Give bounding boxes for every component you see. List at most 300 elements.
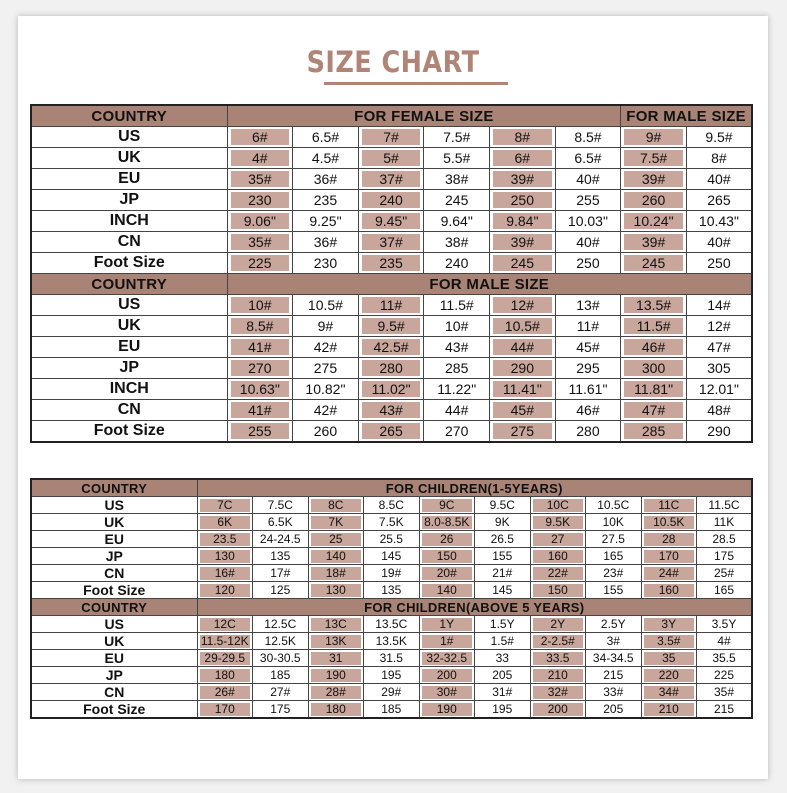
size-cell: [308, 616, 364, 633]
size-value: 47#: [624, 402, 683, 418]
size-cell: [293, 358, 359, 379]
size-value: 175: [713, 548, 735, 563]
size-cell: [197, 667, 253, 684]
size-value: 11.22": [437, 381, 477, 397]
size-cell: [358, 421, 424, 443]
table-row: [31, 190, 752, 211]
size-value: 25.5: [379, 531, 403, 546]
size-cell: [475, 650, 531, 667]
size-cell: [586, 684, 642, 701]
size-cell: [490, 148, 556, 169]
size-cell: [293, 295, 359, 316]
size-cell: [490, 190, 556, 211]
size-cell: [641, 565, 697, 582]
size-value: 10C: [533, 499, 584, 512]
size-cell: [364, 650, 420, 667]
size-value: 150: [533, 584, 584, 597]
size-cell: [697, 531, 753, 548]
size-cell: [364, 701, 420, 719]
size-value: 3#: [606, 633, 620, 648]
size-value: 11#: [362, 297, 421, 313]
size-cell: [293, 148, 359, 169]
size-value: 255: [576, 192, 600, 208]
size-cell: [530, 497, 586, 514]
size-cell: [686, 358, 752, 379]
size-value: 23.5: [200, 533, 251, 546]
size-cell: [555, 211, 621, 232]
size-cell: [197, 684, 253, 701]
size-cell: [621, 295, 687, 316]
size-cell: [358, 211, 424, 232]
size-cell: [308, 531, 364, 548]
size-cell: [253, 667, 309, 684]
size-value: 8.5#: [231, 318, 290, 334]
adult-size-table-body: [31, 105, 752, 442]
size-value: 35#: [713, 684, 735, 699]
size-value: 42#: [313, 339, 338, 355]
size-value: 225: [231, 255, 290, 271]
size-cell: [686, 253, 752, 274]
size-value: 13.5#: [624, 297, 683, 313]
size-value: 6.5#: [311, 129, 340, 145]
size-value: 6#: [493, 150, 552, 166]
size-value: 190: [422, 703, 473, 716]
size-cell: [253, 497, 309, 514]
size-cell: [475, 667, 531, 684]
adult-size-table: [30, 104, 753, 443]
size-value: 12#: [493, 297, 552, 313]
size-cell: [293, 316, 359, 337]
size-value: 12.01": [698, 381, 739, 397]
size-cell: [424, 148, 490, 169]
size-cell: [586, 548, 642, 565]
header-row: [31, 479, 752, 497]
size-value: 235: [362, 255, 421, 271]
size-cell: [364, 667, 420, 684]
size-value: 7.5K: [378, 514, 404, 529]
size-value: 3Y: [644, 618, 695, 631]
row-label: UK: [31, 633, 197, 650]
size-value: 5#: [362, 150, 421, 166]
section-header: FOR FEMALE SIZE: [227, 105, 621, 127]
size-cell: [227, 127, 293, 148]
size-value: 35#: [231, 171, 290, 187]
size-value: 37#: [362, 171, 421, 187]
size-value: 10.43": [698, 213, 739, 229]
row-label: US: [31, 497, 197, 514]
size-value: 11C: [644, 499, 695, 512]
size-value: 235: [313, 192, 338, 208]
size-value: 205: [492, 667, 513, 682]
size-cell: [197, 514, 253, 531]
size-cell: [697, 565, 753, 582]
size-cell: [586, 497, 642, 514]
size-cell: [197, 582, 253, 599]
size-value: 10.82": [305, 381, 346, 397]
size-value: 135: [381, 582, 402, 597]
row-label: JP: [31, 190, 227, 211]
size-cell: [555, 169, 621, 190]
size-value: 11.02": [362, 381, 421, 397]
size-value: 3.5Y: [711, 616, 737, 631]
table-row: [31, 148, 752, 169]
size-value: 29-29.5: [200, 652, 251, 665]
size-value: 9C: [422, 499, 473, 512]
size-value: 195: [492, 701, 513, 716]
size-value: 215: [713, 701, 735, 716]
size-cell: [555, 337, 621, 358]
size-value: 42.5#: [362, 339, 421, 355]
size-value: 185: [381, 701, 402, 716]
size-value: 8#: [711, 150, 727, 166]
size-value: 25#: [713, 565, 735, 580]
size-value: 8.5#: [574, 129, 602, 145]
size-value: 9#: [624, 129, 683, 145]
size-value: 230: [313, 255, 338, 271]
size-cell: [555, 316, 621, 337]
size-cell: [419, 633, 475, 650]
size-cell: [308, 667, 364, 684]
size-cell: [424, 211, 490, 232]
size-value: 6#: [231, 129, 290, 145]
size-value: 36#: [313, 171, 338, 187]
table-row: [31, 358, 752, 379]
size-cell: [308, 565, 364, 582]
size-value: 6.5#: [574, 150, 602, 166]
size-value: 13#: [576, 297, 600, 313]
size-cell: [227, 358, 293, 379]
size-value: 9.5#: [362, 318, 421, 334]
size-cell: [227, 421, 293, 443]
size-cell: [419, 701, 475, 719]
size-value: 27.5: [601, 531, 625, 546]
size-value: 11.5-12K: [200, 633, 249, 648]
header-row: [31, 274, 752, 295]
size-cell: [586, 531, 642, 548]
size-cell: [227, 400, 293, 421]
size-cell: [253, 701, 309, 719]
size-value: 245: [445, 192, 469, 208]
size-value: 39#: [624, 234, 683, 250]
size-value: 28: [644, 533, 695, 546]
size-value: 31#: [492, 684, 513, 699]
size-value: 26#: [200, 686, 251, 699]
size-cell: [490, 295, 556, 316]
table-row: [31, 565, 752, 582]
size-cell: [641, 548, 697, 565]
size-cell: [424, 253, 490, 274]
size-value: 13.5K: [375, 633, 407, 648]
size-value: 130: [200, 550, 251, 563]
size-cell: [197, 616, 253, 633]
size-value: 10.5C: [597, 497, 630, 512]
size-value: 40#: [707, 234, 731, 250]
size-value: 140: [422, 584, 473, 597]
size-value: 10#: [231, 297, 290, 313]
size-value: 250: [493, 192, 552, 208]
size-cell: [475, 497, 531, 514]
size-value: 305: [707, 360, 731, 376]
size-cell: [621, 337, 687, 358]
size-value: 40#: [576, 234, 600, 250]
size-value: 44#: [445, 402, 469, 418]
size-value: 275: [313, 360, 338, 376]
size-cell: [358, 358, 424, 379]
size-value: 24-24.5: [259, 531, 301, 546]
size-cell: [586, 633, 642, 650]
size-cell: [227, 295, 293, 316]
size-cell: [197, 565, 253, 582]
size-value: 36#: [313, 234, 338, 250]
size-value: 245: [493, 255, 552, 271]
size-value: 3.5#: [644, 635, 695, 648]
size-cell: [253, 531, 309, 548]
size-value: 23#: [603, 565, 624, 580]
size-cell: [253, 616, 309, 633]
size-cell: [686, 400, 752, 421]
size-cell: [364, 616, 420, 633]
size-cell: [293, 190, 359, 211]
size-cell: [490, 316, 556, 337]
size-value: 13C: [311, 618, 362, 631]
size-cell: [530, 531, 586, 548]
size-value: 280: [576, 423, 600, 439]
size-cell: [697, 582, 753, 599]
size-cell: [697, 650, 753, 667]
size-cell: [227, 337, 293, 358]
size-cell: [686, 295, 752, 316]
size-value: 215: [603, 667, 624, 682]
size-value: 245: [624, 255, 683, 271]
size-value: 180: [200, 669, 251, 682]
size-cell: [475, 684, 531, 701]
size-value: 2-2.5#: [533, 635, 584, 648]
size-cell: [419, 497, 475, 514]
size-value: 7.5#: [443, 129, 471, 145]
size-cell: [490, 127, 556, 148]
row-label: JP: [31, 358, 227, 379]
size-value: 8.5C: [378, 497, 404, 512]
size-cell: [253, 684, 309, 701]
size-value: 240: [445, 255, 469, 271]
row-label: US: [31, 616, 197, 633]
size-value: 10.5#: [493, 318, 552, 334]
size-cell: [364, 633, 420, 650]
size-cell: [253, 582, 309, 599]
size-value: 135: [270, 548, 291, 563]
row-label: EU: [31, 650, 197, 667]
size-cell: [308, 650, 364, 667]
table-row: [31, 616, 752, 633]
size-cell: [424, 295, 490, 316]
size-cell: [697, 616, 753, 633]
size-cell: [555, 400, 621, 421]
row-label: UK: [31, 316, 227, 337]
size-cell: [530, 667, 586, 684]
size-cell: [490, 253, 556, 274]
row-label: Foot Size: [31, 253, 227, 274]
size-cell: [686, 190, 752, 211]
row-label: EU: [31, 337, 227, 358]
size-cell: [490, 358, 556, 379]
section-header: FOR MALE SIZE: [227, 274, 752, 295]
size-value: 40#: [576, 171, 600, 187]
size-cell: [686, 127, 752, 148]
size-cell: [621, 211, 687, 232]
table-row: [31, 701, 752, 719]
size-cell: [358, 379, 424, 400]
size-cell: [364, 684, 420, 701]
size-cell: [530, 684, 586, 701]
size-cell: [641, 684, 697, 701]
size-value: 165: [603, 548, 624, 563]
size-cell: [293, 232, 359, 253]
size-cell: [308, 633, 364, 650]
size-value: 11.5C: [708, 497, 740, 512]
size-cell: [475, 531, 531, 548]
size-cell: [555, 379, 621, 400]
size-value: 35: [644, 652, 695, 665]
size-cell: [686, 211, 752, 232]
table-row: [31, 316, 752, 337]
size-value: 1.5#: [490, 633, 514, 648]
size-cell: [293, 337, 359, 358]
size-value: 7.5#: [624, 150, 683, 166]
size-cell: [419, 582, 475, 599]
size-value: 1.5Y: [489, 616, 515, 631]
size-value: 45#: [576, 339, 600, 355]
size-value: 40#: [707, 171, 731, 187]
size-cell: [490, 421, 556, 443]
table-row: [31, 211, 752, 232]
size-cell: [686, 316, 752, 337]
size-value: 170: [200, 703, 251, 716]
row-label: CN: [31, 684, 197, 701]
size-value: 250: [707, 255, 731, 271]
size-cell: [227, 190, 293, 211]
children-size-table-body: [31, 479, 752, 718]
size-value: 260: [624, 192, 683, 208]
size-value: 46#: [576, 402, 600, 418]
size-value: 33#: [603, 684, 624, 699]
size-cell: [197, 701, 253, 719]
size-value: 11#: [576, 318, 600, 334]
size-value: 44#: [493, 339, 552, 355]
size-cell: [621, 169, 687, 190]
size-value: 170: [644, 550, 695, 563]
size-cell: [227, 169, 293, 190]
size-cell: [475, 582, 531, 599]
size-value: 225: [713, 667, 735, 682]
row-label: UK: [31, 148, 227, 169]
size-value: 210: [644, 703, 695, 716]
size-value: 46#: [624, 339, 683, 355]
size-value: 47#: [707, 339, 731, 355]
size-value: 37#: [362, 234, 421, 250]
size-value: 31: [311, 652, 362, 665]
size-value: 220: [644, 669, 695, 682]
size-cell: [227, 316, 293, 337]
size-cell: [358, 127, 424, 148]
size-cell: [621, 358, 687, 379]
size-cell: [586, 650, 642, 667]
size-value: 210: [533, 669, 584, 682]
size-cell: [641, 633, 697, 650]
size-value: 9.5C: [489, 497, 515, 512]
size-cell: [621, 421, 687, 443]
size-cell: [419, 565, 475, 582]
size-value: 12.5K: [264, 633, 296, 648]
section-header: FOR MALE SIZE: [621, 105, 752, 127]
size-cell: [530, 633, 586, 650]
size-value: 9.5#: [705, 129, 733, 145]
size-cell: [490, 169, 556, 190]
size-cell: [686, 169, 752, 190]
size-value: 7.5C: [267, 497, 293, 512]
size-value: 11.41": [493, 381, 552, 397]
size-cell: [358, 232, 424, 253]
size-cell: [197, 633, 253, 650]
size-cell: [621, 253, 687, 274]
size-value: 9K: [494, 514, 510, 529]
size-value: 6K: [200, 516, 251, 529]
size-value: 21#: [492, 565, 513, 580]
size-value: 9.84": [493, 213, 552, 229]
size-cell: [530, 701, 586, 719]
row-label: INCH: [31, 211, 227, 232]
size-value: 13.5C: [375, 616, 408, 631]
size-chart-card: [18, 16, 768, 779]
size-cell: [227, 379, 293, 400]
size-value: 30#: [422, 686, 473, 699]
header-row: [31, 599, 752, 616]
size-cell: [293, 421, 359, 443]
size-value: 260: [313, 423, 338, 439]
size-cell: [293, 379, 359, 400]
table-row: [31, 548, 752, 565]
size-value: 165: [713, 582, 735, 597]
size-value: 8.0-8.5K: [422, 516, 473, 529]
size-value: 295: [576, 360, 600, 376]
size-value: 17#: [270, 565, 291, 580]
size-cell: [555, 148, 621, 169]
size-value: 18#: [311, 567, 362, 580]
size-cell: [197, 531, 253, 548]
size-cell: [697, 701, 753, 719]
size-cell: [530, 582, 586, 599]
size-value: 25: [311, 533, 362, 546]
size-value: 11.61": [568, 381, 608, 397]
size-cell: [364, 548, 420, 565]
row-label: INCH: [31, 379, 227, 400]
size-cell: [641, 667, 697, 684]
size-value: 39#: [493, 171, 552, 187]
size-cell: [293, 127, 359, 148]
size-value: 32#: [533, 686, 584, 699]
size-cell: [490, 400, 556, 421]
size-value: 48#: [707, 402, 731, 418]
size-cell: [197, 497, 253, 514]
size-value: 26: [422, 533, 473, 546]
size-cell: [475, 548, 531, 565]
size-cell: [641, 701, 697, 719]
table-row: [31, 400, 752, 421]
size-cell: [475, 701, 531, 719]
size-value: 9.64": [440, 213, 473, 229]
size-value: 300: [624, 360, 683, 376]
size-cell: [424, 169, 490, 190]
size-cell: [621, 316, 687, 337]
